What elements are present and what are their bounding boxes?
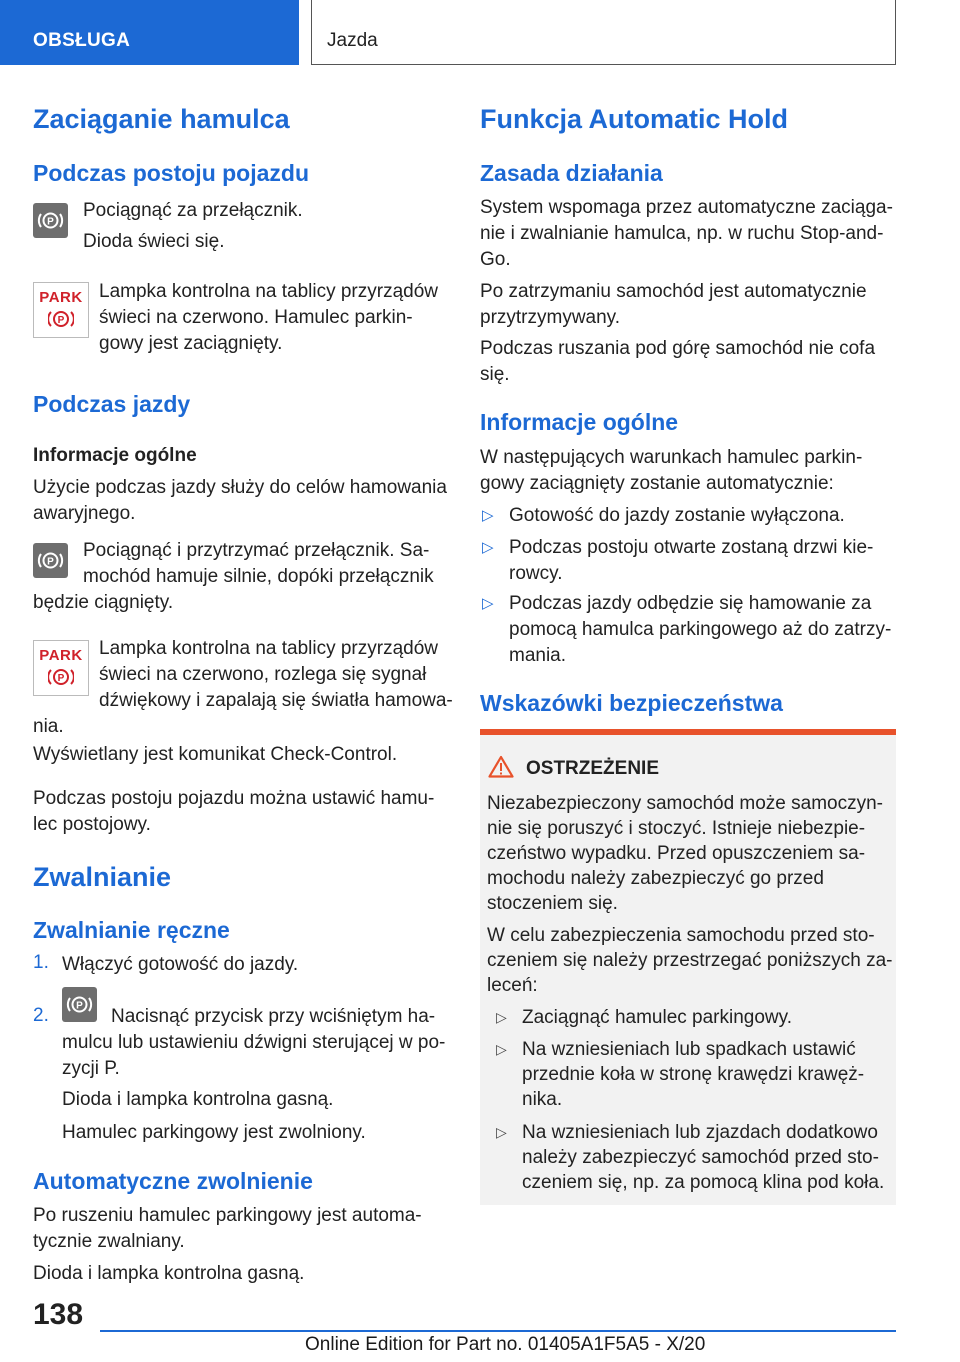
text-general-2: gowy zaciągnięty zostanie automatycznie: [480, 473, 834, 494]
heading-driving: Podczas jazdy [33, 391, 191, 417]
text-drv-lamp-1: Lampka kontrolna na tablicy przyrządów [99, 638, 439, 659]
title-release: Zwalnianie [33, 862, 172, 892]
warning-list-item-cont: należy zabezpieczyć samochód przed sto- [522, 1147, 879, 1168]
warning-list-item-cont: przednie koła w stronę krawędzi krawęż- [522, 1064, 865, 1085]
heading-safety: Wskazówki bezpieczeństwa [480, 690, 783, 716]
title-brake-apply: Zaciąganie hamulca [33, 104, 290, 134]
text-park-2: lec postojowy. [33, 814, 151, 835]
text-hill-1: Podczas ruszania pod górę samochód nie cofa [480, 338, 876, 359]
page-number: 138 [33, 1298, 84, 1331]
text-drv-lamp-4: nia. [33, 716, 64, 737]
park-lamp-label: PARK [39, 647, 83, 664]
heading-auto-release: Automatyczne zwolnienie [33, 1168, 313, 1194]
list-item-cont: mania. [509, 645, 567, 666]
list-item-cont: rowcy. [509, 563, 563, 584]
parking-brake-switch-icon [62, 987, 97, 1022]
step-1-text: Włączyć gotowość do jazdy. [62, 954, 299, 975]
text-hill-2: się. [480, 364, 510, 385]
chapter-header [311, 0, 896, 65]
step-2-text-1: Nacisnąć przycisk przy wciśniętym ha- [111, 1006, 436, 1027]
text-led-on: Dioda świeci się. [83, 231, 225, 252]
svg-text:P: P [47, 556, 54, 568]
warning-text-7: czeniem się należy przestrzegać poniższych za- [487, 950, 893, 971]
text-pull-1: Pociągnąć i przytrzymać przełącznik. Sa- [83, 540, 430, 561]
triangle-bullet-icon: ▷ [496, 1041, 507, 1057]
warning-text-6: W celu zabezpieczenia samochodu przed sto- [487, 925, 875, 946]
text-pull-switch: Pociągnąć za przełącznik. [83, 200, 303, 221]
text-stop-1: Po zatrzymaniu samochód jest automatycznie [480, 281, 867, 302]
text-lamp-2: świeci na czerwono. Hamulec parkin- [99, 307, 413, 328]
triangle-bullet-icon: ▷ [496, 1124, 507, 1140]
section-tab [0, 0, 299, 65]
warning-list-item-cont: czeniem się, np. za pomocą klina pod koła. [522, 1172, 885, 1193]
step-number: 1. [33, 952, 49, 973]
section-label: OBSŁUGA [33, 30, 131, 51]
heading-manual-release: Zwalnianie ręczne [33, 917, 230, 943]
park-lamp-label: PARK [39, 289, 83, 306]
park-indicator-lamp-icon [33, 282, 89, 338]
step-number: 2. [33, 1005, 49, 1026]
warning-text-2: nie się poruszyć i stoczyć. Istnieje niebezpie- [487, 818, 866, 839]
parking-brake-switch-icon [33, 543, 68, 578]
text-use-2: awaryjnego. [33, 503, 136, 524]
warning-list-item: Zaciągnąć hamulec parkingowy. [522, 1007, 793, 1028]
footer-edition: Online Edition for Part no. 01405A1F5A5 - X/20 [305, 1334, 706, 1355]
heading-principle: Zasada działania [480, 160, 663, 186]
parking-brake-switch-icon [33, 203, 68, 238]
svg-text:P: P [57, 673, 65, 684]
text-pull-2: mochód hamuje silnie, dopóki przełącznik [83, 566, 434, 587]
triangle-bullet-icon: ▷ [482, 595, 494, 612]
warning-text-4: mochodu należy zabezpieczyć go przed [487, 868, 824, 889]
triangle-bullet-icon: ▷ [496, 1009, 507, 1025]
text-general-1: W następujących warunkach hamulec parkin- [480, 447, 863, 468]
subheading-general: Informacje ogólne [33, 445, 197, 466]
text-auto-1: Po ruszeniu hamulec parkingowy jest automa- [33, 1205, 422, 1226]
text-park-1: Podczas postoju pojazdu można ustawić hamu- [33, 788, 435, 809]
text-use-1: Użycie podczas jazdy służy do celów hamowania [33, 477, 447, 498]
svg-text:P: P [47, 216, 54, 228]
text-principle-1: System wspomaga przez automatyczne zaciąga- [480, 197, 893, 218]
step-2-text-2: mulcu lub ustawieniu dźwigni sterującej w po- [62, 1032, 446, 1053]
step-2-result-2: Hamulec parkingowy jest zwolniony. [62, 1122, 366, 1143]
warning-list-item: Na wzniesieniach lub spadkach ustawić [522, 1039, 856, 1060]
list-item-cont: pomocą hamulca parkingowego aż do zatrzy- [509, 619, 892, 640]
text-stop-2: przytrzymywany. [480, 307, 621, 328]
text-drv-lamp-3: dźwiękowy i zapalają się światła hamowa- [99, 690, 453, 711]
list-item: Podczas jazdy odbędzie się hamowanie za [509, 593, 872, 614]
text-pull-3: będzie ciągnięty. [33, 592, 174, 613]
step-2-text-3: zycji P. [62, 1058, 120, 1079]
warning-text-3: czeństwo wypadku. Przed opuszczeniem sa- [487, 843, 866, 864]
heading-general-info: Informacje ogólne [480, 409, 679, 435]
chapter-label: Jazda [327, 30, 378, 51]
text-auto-3: Dioda i lampka kontrolna gasną. [33, 1263, 305, 1284]
svg-text:P: P [57, 315, 65, 326]
footer-rule [100, 1330, 896, 1332]
warning-text-1: Niezabezpieczony samochód może samoczyn- [487, 793, 884, 814]
text-lamp-3: gowy jest zaciągnięty. [99, 333, 283, 354]
text-lamp-1: Lampka kontrolna na tablicy przyrządów [99, 281, 439, 302]
warning-title: OSTRZEŻENIE [526, 758, 660, 779]
step-2-result-1: Dioda i lampka kontrolna gasną. [62, 1089, 334, 1110]
warning-list-item: Na wzniesieniach lub zjazdach dodatkowo [522, 1122, 878, 1143]
list-item: Gotowość do jazdy zostanie wyłączona. [509, 505, 845, 526]
triangle-bullet-icon: ▷ [482, 539, 494, 556]
title-automatic-hold: Funkcja Automatic Hold [480, 104, 789, 134]
warning-text-5: stoczeniem się. [487, 893, 618, 914]
text-principle-2: nie i zwalnianie hamulca, np. w ruchu Stop-and- [480, 223, 884, 244]
triangle-bullet-icon: ▷ [482, 507, 494, 524]
svg-text:P: P [76, 1000, 83, 1012]
warning-triangle-icon [488, 755, 514, 783]
text-auto-2: tycznie zwalniany. [33, 1231, 185, 1252]
warning-list-item-cont: nika. [522, 1089, 563, 1110]
text-check-control: Wyświetlany jest komunikat Check-Control. [33, 744, 398, 765]
text-principle-3: Go. [480, 249, 511, 270]
warning-text-8: leceń: [487, 975, 538, 996]
list-item: Podczas postoju otwarte zostaną drzwi kie- [509, 537, 874, 558]
park-indicator-lamp-icon [33, 640, 89, 696]
text-drv-lamp-2: świeci na czerwono, rozlega się sygnał [99, 664, 427, 685]
heading-stationary: Podczas postoju pojazdu [33, 160, 310, 186]
